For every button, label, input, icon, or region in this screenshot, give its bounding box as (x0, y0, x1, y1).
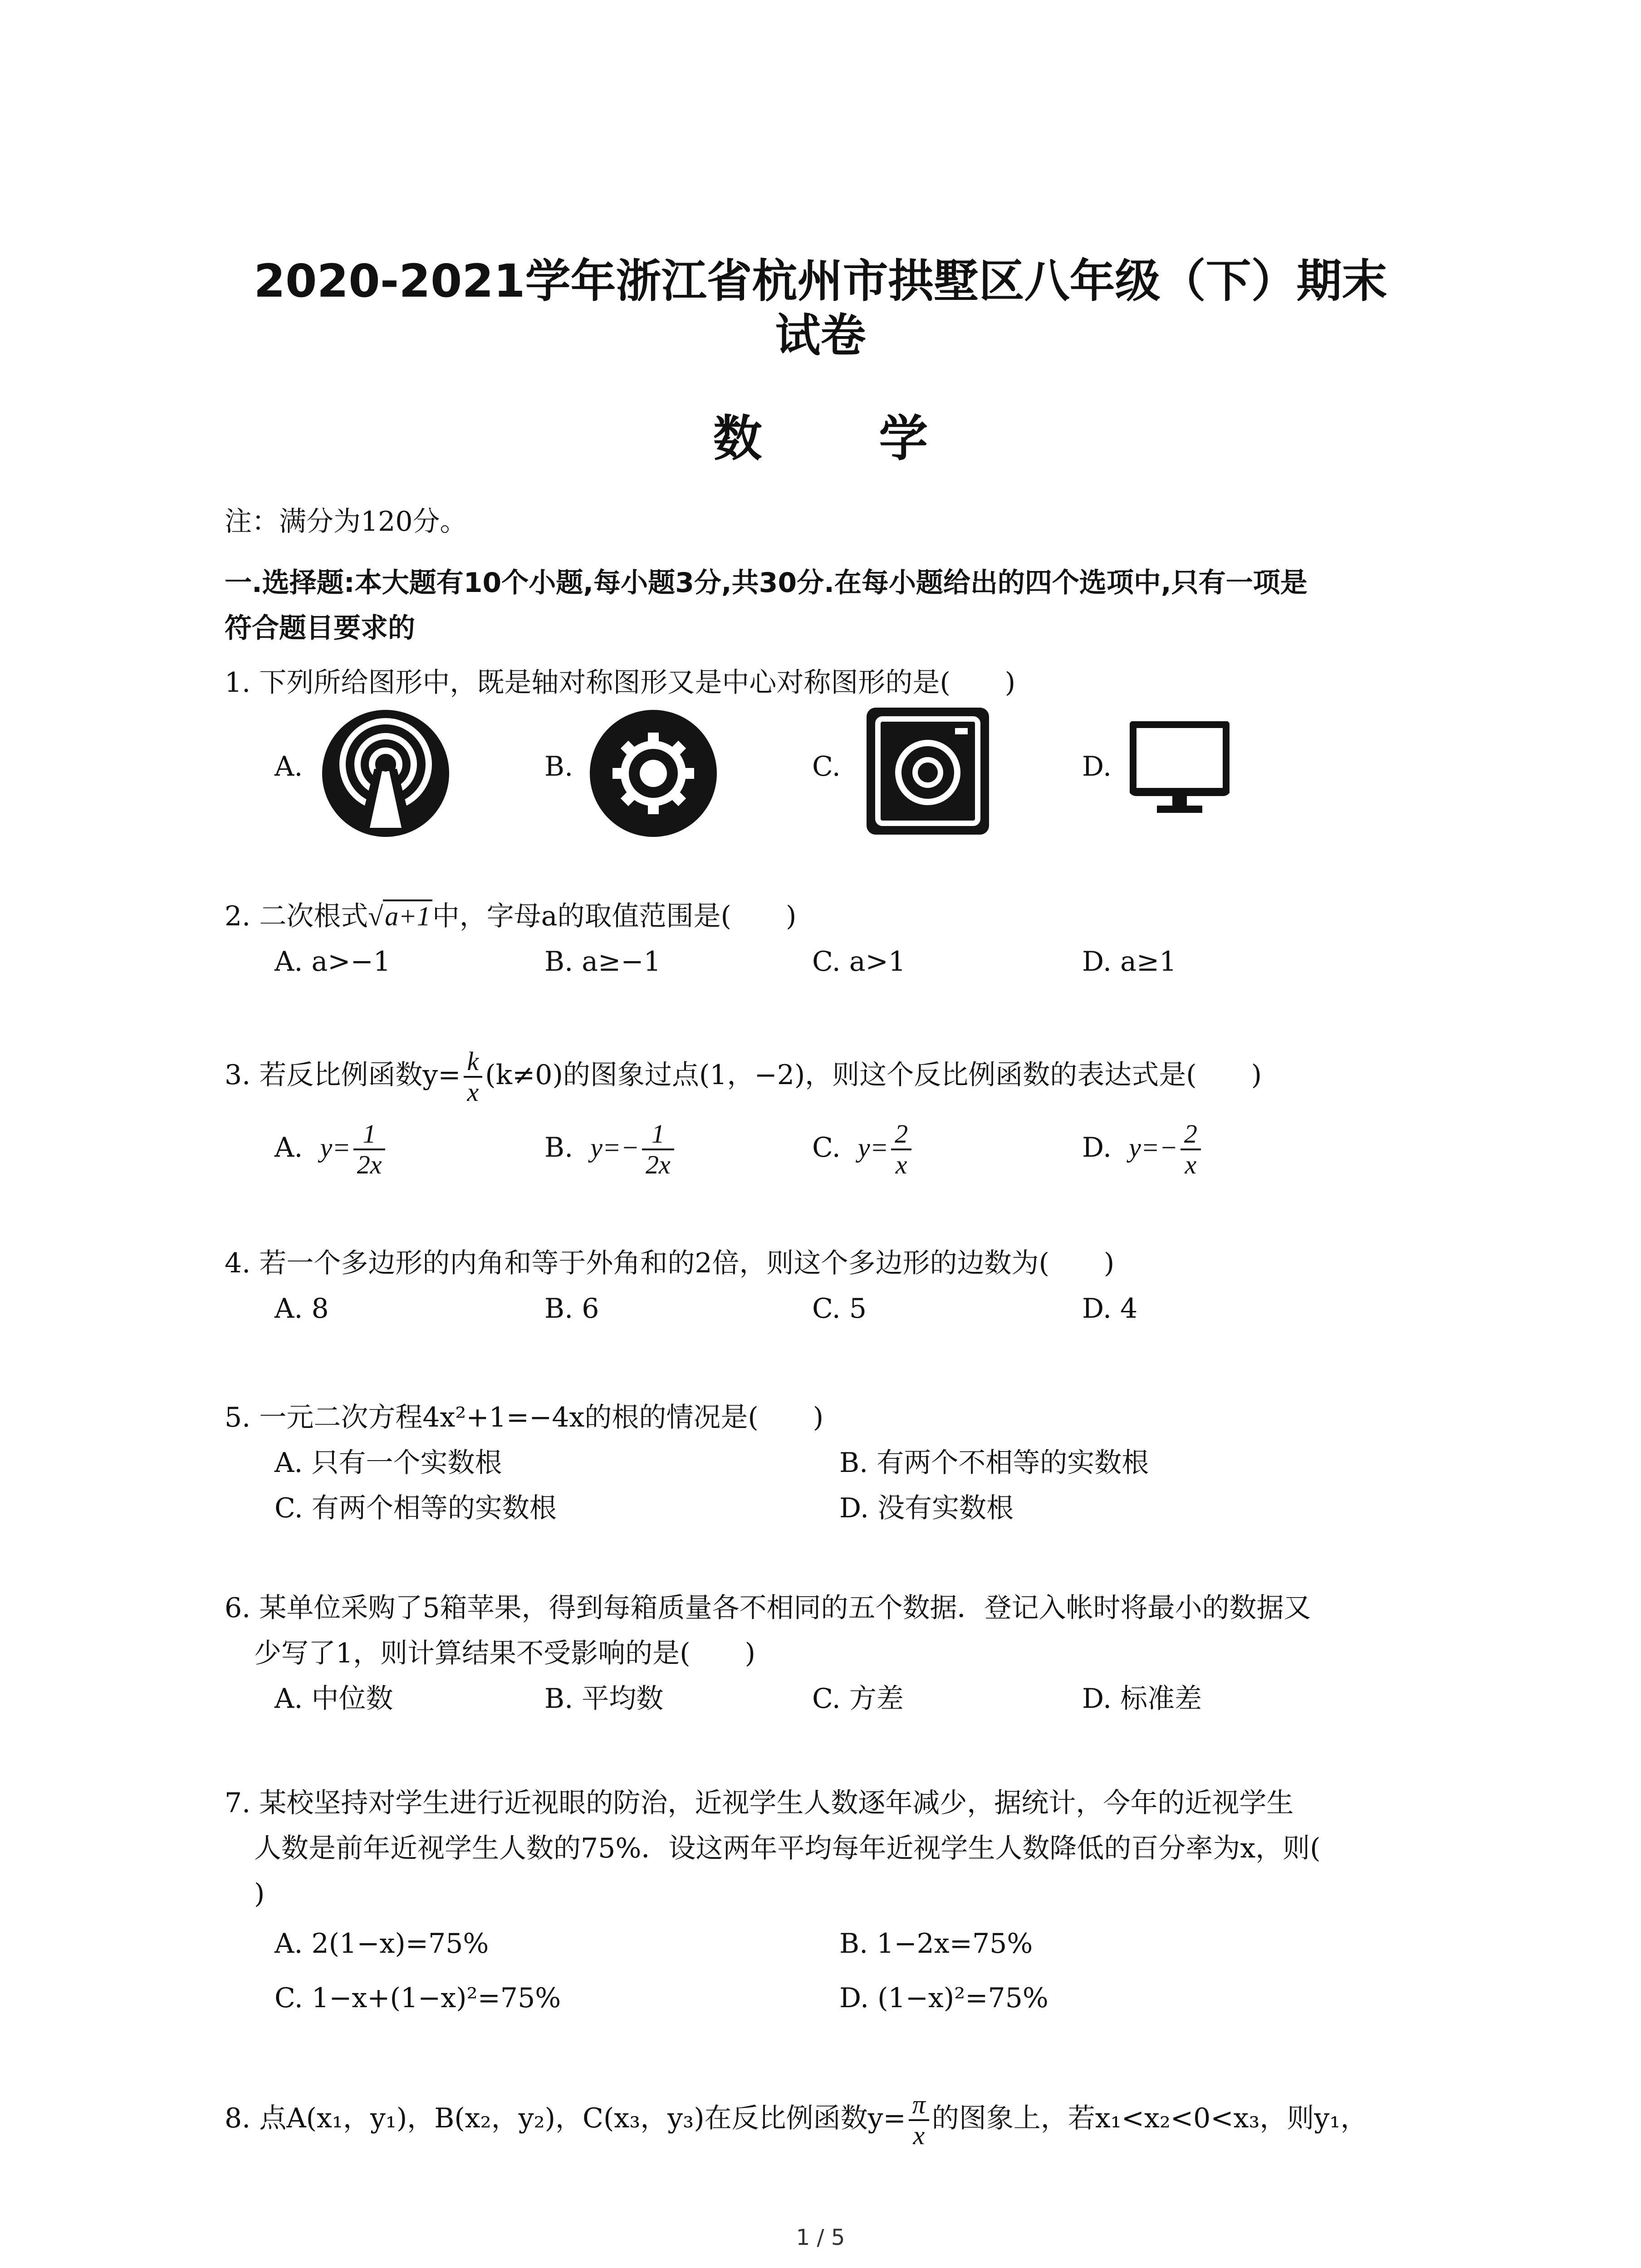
q7-option-d: D. (1−x)²=75% (839, 1982, 1048, 2014)
q3-fraction (464, 1047, 483, 1107)
q5-option-b: B. 有两个不相等的实数根 (839, 1447, 1149, 1479)
q3-option-a-frac (353, 1119, 386, 1179)
q3-option-c-num: 2 (891, 1119, 911, 1150)
q8-stem-suffix: 的图象上，若x₁<x₂<0<x₃，则y₁， (931, 2102, 1368, 2134)
q3-option-b-den: 2x (645, 1150, 671, 1180)
q2-stem (225, 898, 796, 934)
q3-option-b (544, 1116, 677, 1179)
monitor-icon (1130, 721, 1230, 819)
q4-option-b: B. 6 (544, 1293, 599, 1325)
q3-option-d-frac (1181, 1119, 1201, 1179)
q6-option-d: D. 标准差 (1082, 1683, 1202, 1715)
q1-option-a-label: A. (274, 751, 303, 782)
score-note: 注：满分为120分。 (225, 506, 467, 538)
exam-title-line2: 试卷 (775, 309, 866, 362)
q3-stem-prefix: 3. 若反比例函数y= (225, 1059, 461, 1091)
q2-option-a: A. a>−1 (274, 946, 391, 978)
q3-stem (225, 1043, 1262, 1107)
q7-option-c: C. 1−x+(1−x)²=75% (274, 1982, 561, 2014)
q3-option-a-num: 1 (353, 1119, 386, 1150)
q1-option-d-label: D. (1082, 751, 1112, 782)
signal-tower-icon (320, 708, 451, 839)
q6-stem-line1: 6. 某单位采购了5箱苹果，得到每箱质量各不相同的五个数据．登记入帐时将最小的数据又 (225, 1592, 1311, 1624)
q1-option-c-label: C. (812, 751, 841, 782)
q3-frac-num: k (464, 1047, 483, 1078)
camera-icon (864, 705, 991, 837)
page-number: 1 / 5 (796, 2225, 845, 2250)
q2-radicand: a+1 (383, 899, 432, 931)
q1-option-b-label: B. (544, 751, 573, 782)
q3-option-c-frac (891, 1119, 911, 1179)
q7-option-a: A. 2(1−x)=75% (274, 1928, 489, 1960)
q3-option-d-label: D. (1082, 1132, 1112, 1163)
exam-title-line1: 2020-2021学年浙江省杭州市拱墅区八年级（下）期末 (254, 254, 1387, 308)
subject-heading: 数 学 (713, 411, 978, 467)
q4-option-c: C. 5 (812, 1293, 867, 1325)
q3-option-c-label: C. (812, 1132, 841, 1163)
q3-option-c (812, 1116, 914, 1179)
q6-option-a: A. 中位数 (274, 1683, 393, 1715)
q7-stem-line1: 7. 某校坚持对学生进行近视眼的防治，近视学生人数逐年减少，据统计，今年的近视学生 (225, 1787, 1294, 1819)
q5-stem: 5. 一元二次方程4x²+1=−4x的根的情况是( ) (225, 1402, 824, 1433)
q4-option-a: A. 8 (274, 1293, 329, 1325)
q2-stem-suffix: 中，字母a的取值范围是( ) (432, 900, 797, 932)
q7-stem-line2: 人数是前年近视学生人数的75%．设这两年平均每年近视学生人数降低的百分率为x，则( (254, 1833, 1321, 1864)
section1-heading-line1: 一.选择题:本大题有10个小题,每小题3分,共30分.在每小题给出的四个选项中,只有一项是 (225, 567, 1308, 599)
q1-stem: 1. 下列所给图形中，既是轴对称图形又是中心对称图形的是( ) (225, 667, 1016, 699)
section1-heading-line2: 符合题目要求的 (225, 612, 415, 644)
q3-option-d (1082, 1116, 1204, 1179)
q8-stem-prefix: 8. 点A(x₁，y₁)，B(x₂，y₂)，C(x₃，y₃)在反比例函数y= (225, 2102, 906, 2134)
q7-stem-line3: ) (254, 1878, 265, 1910)
q3-option-d-num: 2 (1181, 1119, 1201, 1150)
q3-option-b-frac (642, 1119, 674, 1179)
q3-option-a-label: A. (274, 1132, 303, 1163)
q3-option-c-lead: y= (858, 1133, 889, 1163)
q2-stem-prefix: 2. 二次根式 (225, 900, 368, 932)
q8-stem (225, 2087, 1367, 2150)
q2-radical: √a+1 (368, 898, 432, 934)
q3-option-a-den: 2x (357, 1150, 382, 1180)
gear-icon (588, 708, 719, 839)
q2-option-c: C. a>1 (812, 946, 906, 978)
q4-option-d: D. 4 (1082, 1293, 1138, 1325)
q4-stem: 4. 若一个多边形的内角和等于外角和的2倍，则这个多边形的边数为( ) (225, 1247, 1115, 1279)
q3-option-b-num: 1 (642, 1119, 674, 1150)
q3-option-b-label: B. (544, 1132, 573, 1163)
q3-option-d-lead: y=− (1129, 1133, 1178, 1163)
q2-option-d: D. a≥1 (1082, 946, 1177, 978)
q3-option-d-den: x (1185, 1150, 1197, 1180)
q3-stem-suffix: (k≠0)的图象过点(1，−2)，则这个反比例函数的表达式是( ) (485, 1059, 1262, 1091)
q5-option-c: C. 有两个相等的实数根 (274, 1492, 557, 1524)
q3-frac-den: x (467, 1077, 479, 1107)
q8-fraction (909, 2090, 929, 2150)
q2-option-b: B. a≥−1 (544, 946, 661, 978)
q8-frac-num: π (909, 2090, 929, 2121)
q6-stem-line2: 少写了1，则计算结果不受影响的是( ) (254, 1637, 755, 1669)
q5-option-a: A. 只有一个实数根 (274, 1447, 502, 1479)
q6-option-b: B. 平均数 (544, 1683, 664, 1715)
q8-frac-den: x (913, 2121, 925, 2151)
q3-option-a (274, 1116, 388, 1179)
q3-option-a-lead: y= (320, 1133, 351, 1163)
q3-option-b-lead: y=− (590, 1133, 639, 1163)
q7-option-b: B. 1−2x=75% (839, 1928, 1033, 1960)
q6-option-c: C. 方差 (812, 1683, 904, 1715)
q5-option-d: D. 没有实数根 (839, 1492, 1014, 1524)
q3-option-c-den: x (895, 1150, 907, 1180)
